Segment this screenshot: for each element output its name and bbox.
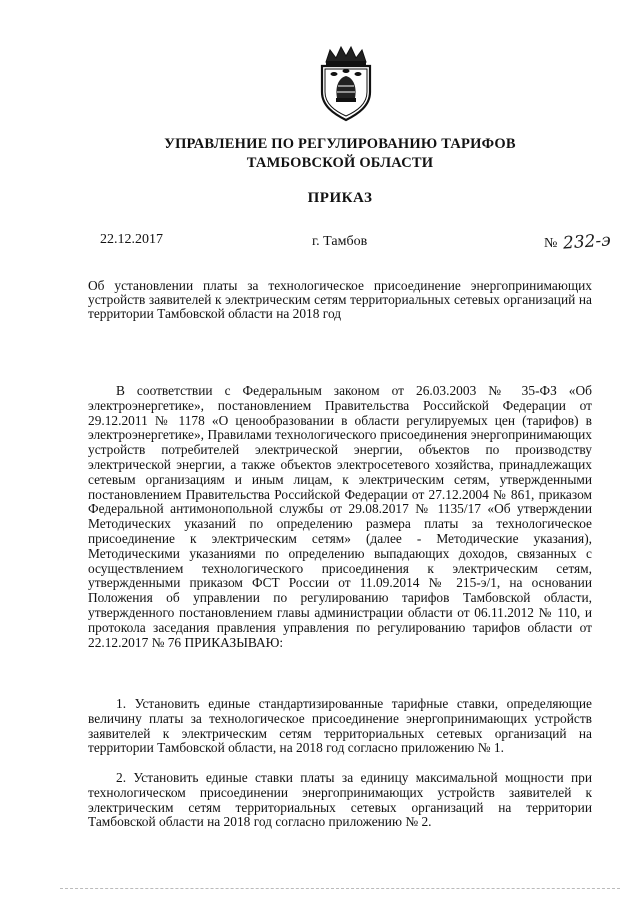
page-bottom-divider [60, 888, 620, 890]
handwritten-number: 232-э [562, 230, 612, 254]
organization-title-line2: ТАМБОВСКОЙ ОБЛАСТИ [246, 155, 434, 171]
order-item-1: 1. Установить единые стандартизированные тарифные ставки, определяющие величину платы за технологическое присоединение энергопринимающих устройств заявителей к электрическим сетям территориальных сетевых организаций на территории Тамбовской области, на 2018 год согласно приложению № 1. [88, 696, 592, 756]
document-date: 22.12.2017 [100, 232, 163, 247]
preamble-paragraph: В соответствии с Федеральным законом от 26.03.2003 № 35-ФЗ «Об электроэнергетике», постановлением Правительства Российской Федерации от 29.12.2011 № 1178 «О ценообразовании в области регулируемых цен (тарифов) в электроэнергетике», Правилами технологического присоединения энергопринимающих устройств потребителей электрической энергии, объектов по производству электрической энергии, а также объектов электросетевого хозяйства, принадлежащих сетевым организациям и иным лицам, к электрическим сетям, утвержденными постановлением Правительства Российской Федерации от 27.12.2004 № 861, приказом Федеральной антимонопольной службы от 29.08.2017 № 1135/17 «Об утверждении Методических указаний по определению размера платы за технологическое присоединение к электрическим сетям» (далее - Методические указания), Методическими указаниями по определению выпадающих доходов, связанных с осуществлением технологического присоединения к электрическим сетям, утвержденными приказом ФСТ России от 11.09.2014 № 215-э/1, на основании Положения об управлении по регулированию тарифов Тамбовской области, утвержденного постановлением главы администрации области от 06.11.2012 № 110, и протокола заседания правления управления по регулированию тарифов области от 22.12.2017 № 76 ПРИКАЗЫВАЮ: [88, 383, 592, 650]
number-prefix: № [544, 236, 558, 251]
document-number [544, 232, 611, 252]
organization-title-line1: УПРАВЛЕНИЕ ПО РЕГУЛИРОВАНИЮ ТАРИФОВ [164, 136, 516, 152]
document-subject: Об установлении платы за технологическое присоединение энергопринимающих устройств заявителей к электрическим сетям территориальных сетевых организаций на территории Тамбовской области на 2018 год [88, 278, 592, 321]
coat-of-arms-icon [316, 44, 376, 122]
document-city: г. Тамбов [312, 234, 368, 249]
order-item-2: 2. Установить единые ставки платы за единицу максимальной мощности при технологическом присоединении энергопринимающих устройств заявителей к электрическим сетям территориальных сетевых организаций на территории Тамбовской области на 2018 год согласно приложению № 2. [88, 770, 592, 830]
document-type: ПРИКАЗ [307, 190, 373, 206]
